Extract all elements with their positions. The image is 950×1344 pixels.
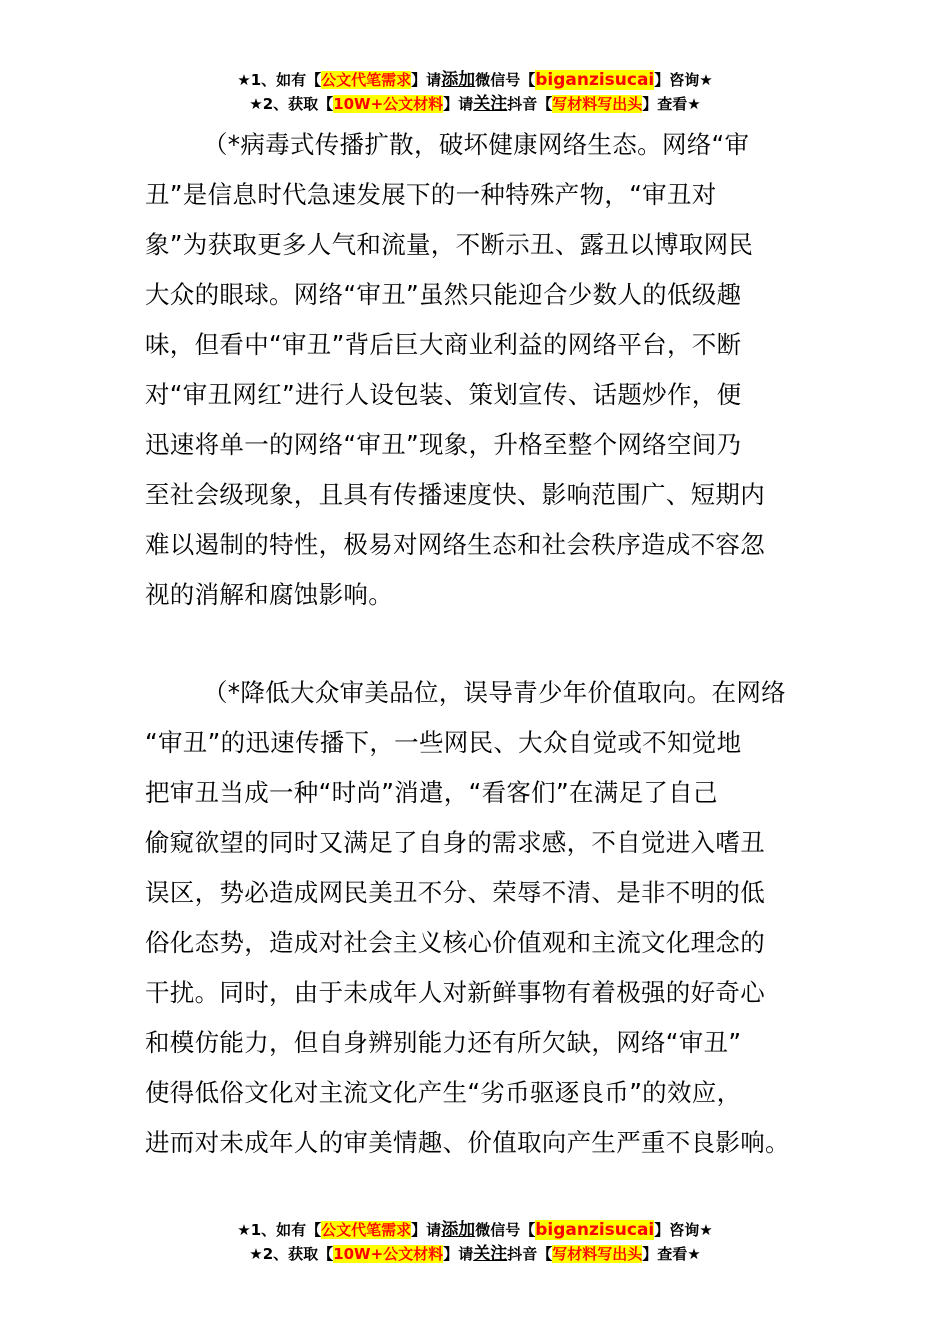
banner-text: 】查看★ [642,1245,701,1263]
footer-line-2 [0,1242,950,1266]
banner-text: 】咨询★ [654,71,713,89]
text-line: “审丑”的迅速传播下，一些网民、大众自觉或不知觉地 [145,728,742,757]
text-line: 至社会级现象，且具有传播速度快、影响范围广、短期内 [145,480,765,509]
banner-text: 】查看★ [642,95,701,113]
text-line: 误区，势必造成网民美丑不分、荣辱不清、是非不明的低 [145,878,765,907]
text-line: 丑”是信息时代急速发展下的一种特殊产物，“审丑对 [145,180,717,209]
text-line: 把审丑当成一种“时尚”消遣，“看客们”在满足了自己 [145,778,718,807]
header-banner [0,68,950,116]
banner-text: 】请 [443,1245,474,1263]
banner-highlight: 公文代笔需求 [321,71,412,89]
banner-text: 】咨询★ [654,1221,713,1239]
text-line: 象”为获取更多人气和流量，不断示丑、露丑以博取网民 [145,230,754,259]
footer-banner [0,1218,950,1266]
header-line-2 [0,92,950,116]
banner-text: ★1、如有【 [237,1221,322,1239]
banner-text: 抖音【 [507,1245,553,1263]
text-line: 进而对未成年人的审美情趣、价值取向产生严重不良影响。 [145,1128,790,1157]
text-line: 使得低俗文化对主流文化产生“劣币驱逐良币”的效应， [145,1078,742,1107]
banner-highlight: 写材料写出头 [552,95,643,113]
text-line: 俗化态势，造成对社会主义核心价值观和主流文化理念的 [145,928,765,957]
banner-text: 】请 [443,95,474,113]
banner-text: ★2、获取【 [249,1245,334,1263]
banner-emphasis: 添加 [441,1220,476,1240]
text-line: 难以遏制的特性，极易对网络生态和社会秩序造成不容忽 [145,530,765,559]
banner-highlight: 写材料写出头 [552,1245,643,1263]
banner-emphasis: 关注 [473,1244,508,1264]
text-line: （*降低大众审美品位，误导青少年价值取向。在网络 [203,678,786,707]
banner-emphasis: 关注 [473,94,508,114]
footer-line-1 [0,1218,950,1242]
paragraph-1 [145,120,813,620]
banner-text: 抖音【 [507,95,553,113]
banner-highlight: 10W+公文材料 [333,95,444,113]
banner-text: 】请 [411,1221,442,1239]
text-line: 和模仿能力，但自身辨别能力还有所欠缺，网络“审丑” [145,1028,742,1057]
text-line: 偷窥欲望的同时又满足了自身的需求感，不自觉进入嗜丑 [145,828,765,857]
text-line: 大众的眼球。网络“审丑”虽然只能迎合少数人的低级趣 [145,280,742,309]
banner-text: ★2、获取【 [249,95,334,113]
header-line-1 [0,68,950,92]
banner-text: 微信号【 [475,71,536,89]
text-line: （*病毒式传播扩散，破坏健康网络生态。网络“审 [203,130,750,159]
text-line: 视的消解和腐蚀影响。 [145,580,393,609]
text-line: 干扰。同时，由于未成年人对新鲜事物有着极强的好奇心 [145,978,765,1007]
text-line: 迅速将单一的网络“审丑”现象，升格至整个网络空间乃 [145,430,742,459]
banner-text: 微信号【 [475,1221,536,1239]
banner-highlight: 公文代笔需求 [321,1221,412,1239]
text-line: 对“审丑网红”进行人设包装、策划宣传、话题炒作，便 [145,380,742,409]
text-line: 味，但看中“审丑”背后巨大商业利益的网络平台，不断 [145,330,742,359]
banner-emphasis: 添加 [441,70,476,90]
banner-highlight: biganzisucai [535,1220,655,1240]
banner-text: 】请 [411,71,442,89]
banner-highlight: 10W+公文材料 [333,1245,444,1263]
paragraph-2 [145,668,813,1168]
banner-text: ★1、如有【 [237,71,322,89]
banner-highlight: biganzisucai [535,70,655,90]
